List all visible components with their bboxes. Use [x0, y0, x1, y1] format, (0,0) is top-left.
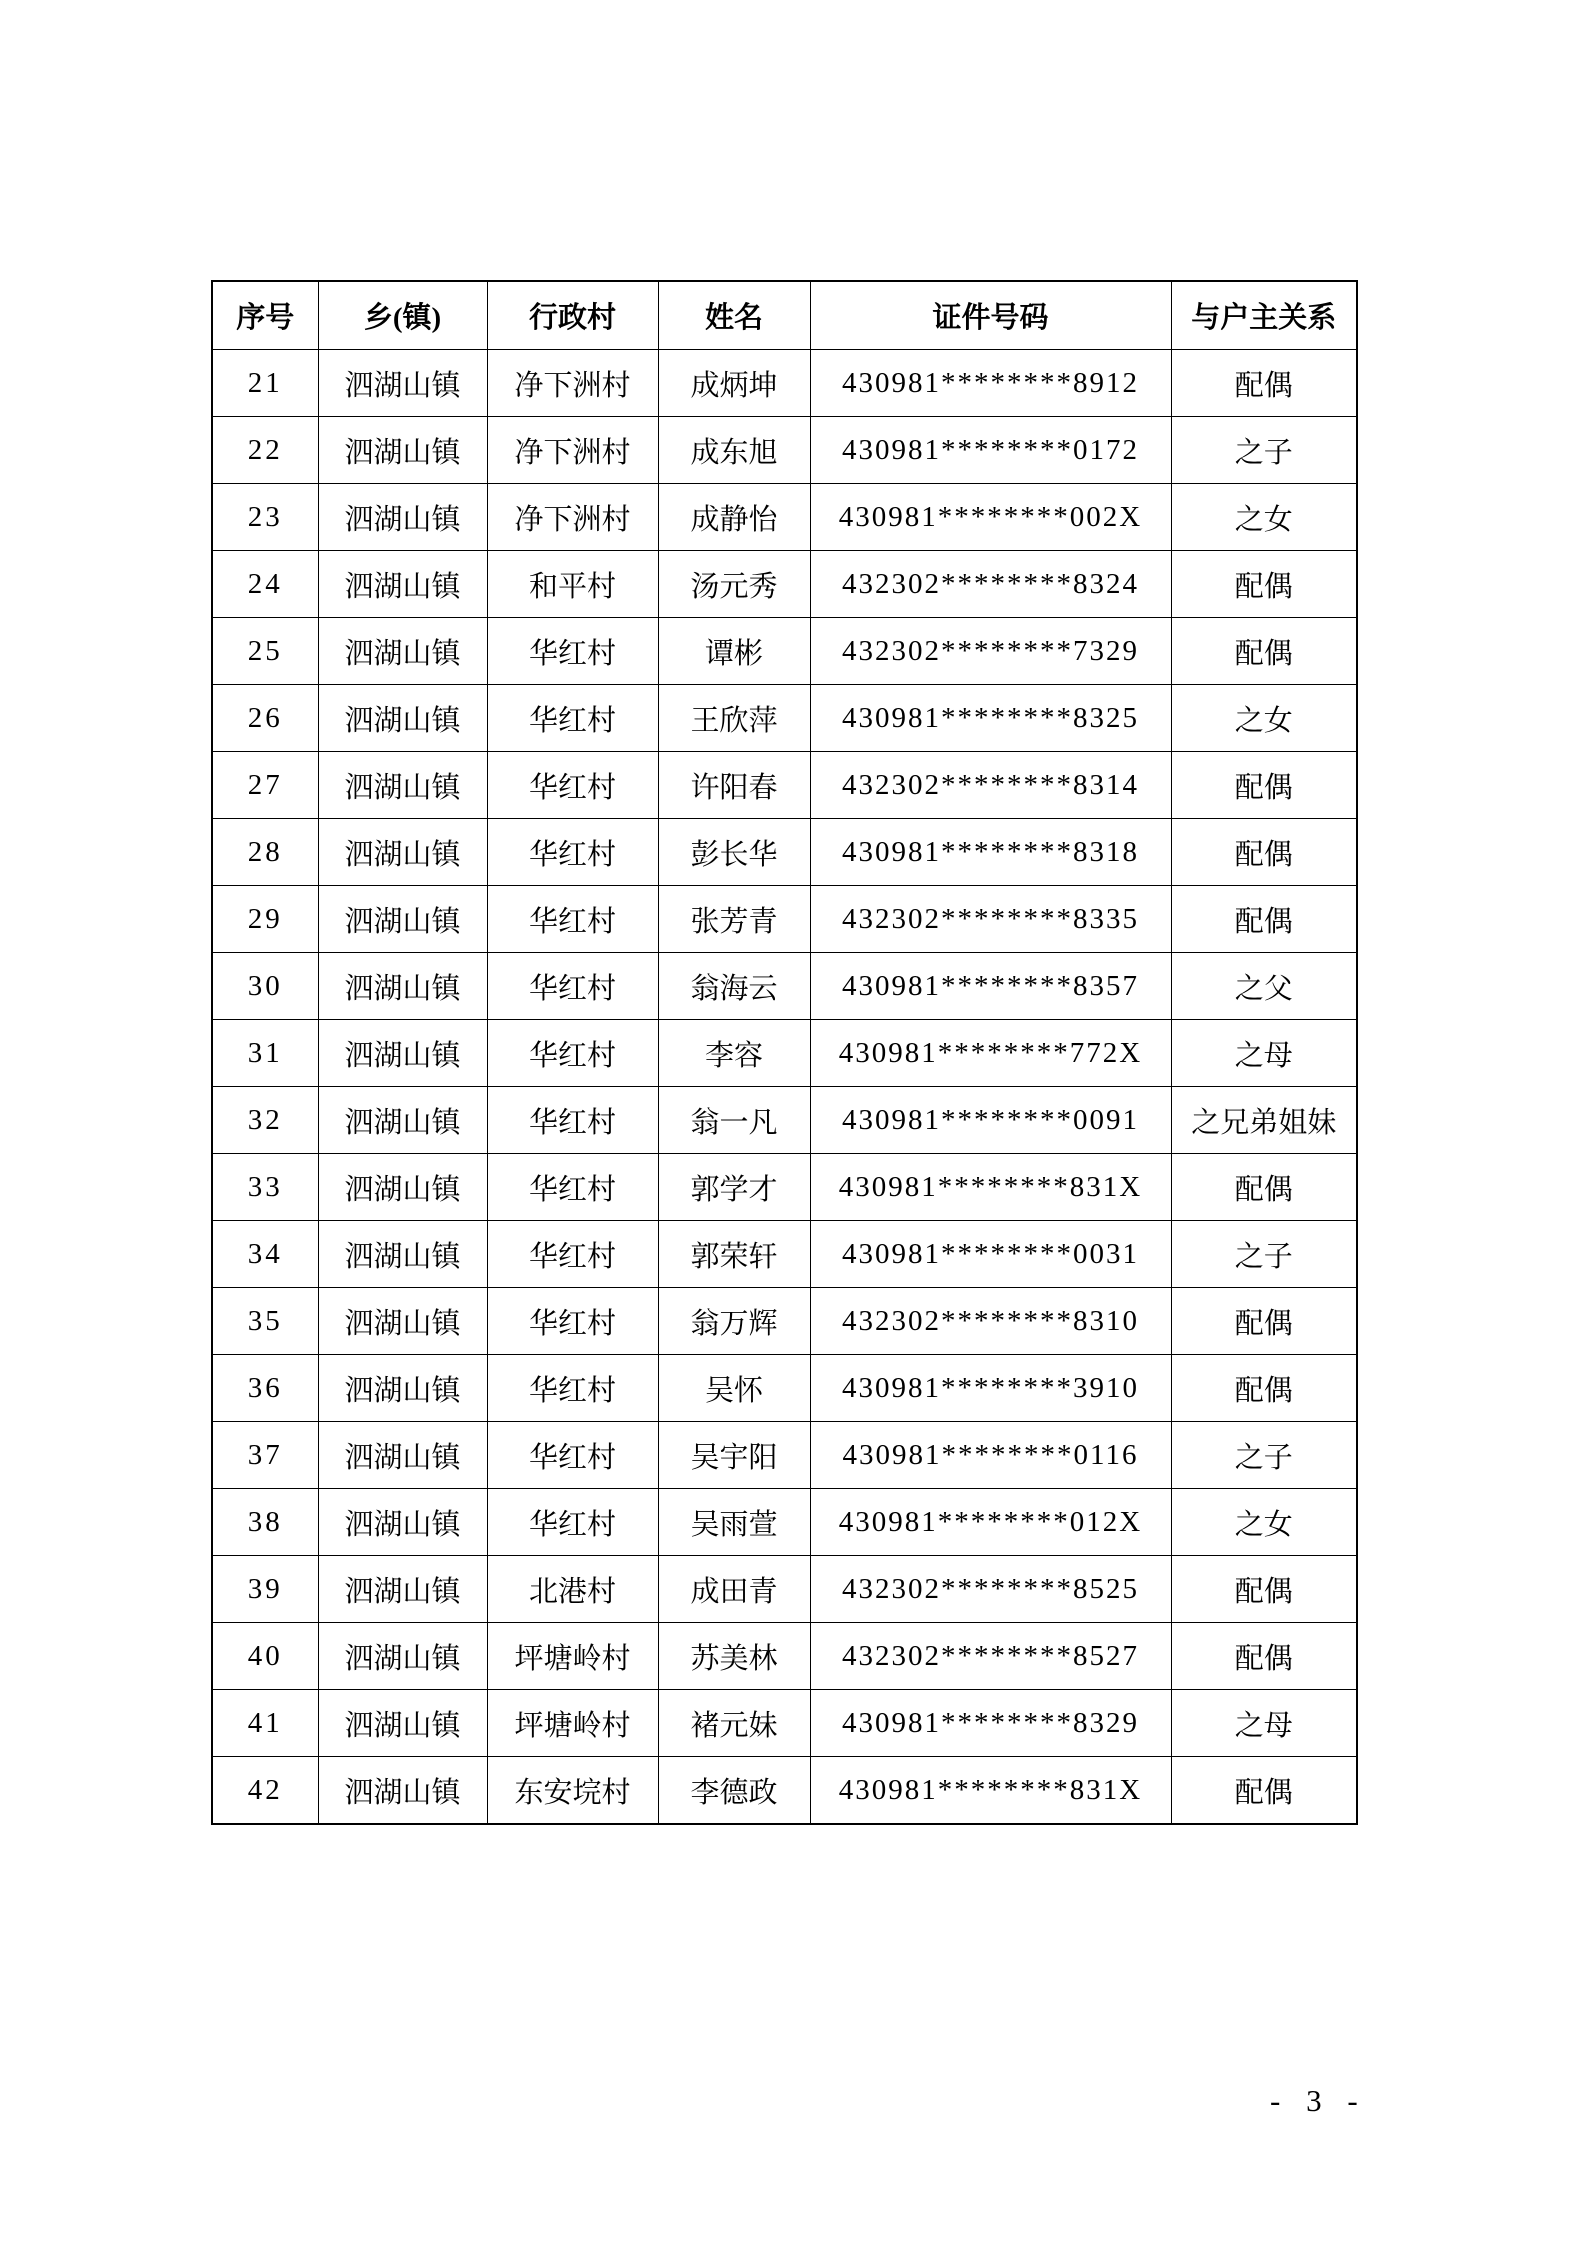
name-cell: 翁海云 — [658, 953, 810, 1020]
id-number-cell: 432302********8324 — [810, 551, 1171, 618]
name-cell: 彭长华 — [658, 819, 810, 886]
township-cell: 泗湖山镇 — [318, 1154, 487, 1221]
id-number-cell: 432302********8310 — [810, 1288, 1171, 1355]
id-number-cell: 430981********772X — [810, 1020, 1171, 1087]
township-cell: 泗湖山镇 — [318, 1623, 487, 1690]
table-row — [212, 685, 1357, 752]
relation-cell: 配偶 — [1171, 1288, 1357, 1355]
header-township: 乡(镇) — [318, 281, 487, 350]
name-cell: 翁万辉 — [658, 1288, 810, 1355]
name-cell: 吴宇阳 — [658, 1422, 810, 1489]
name-cell: 李容 — [658, 1020, 810, 1087]
name-cell: 郭荣轩 — [658, 1221, 810, 1288]
table-row — [212, 1623, 1357, 1690]
relation-cell: 之女 — [1171, 484, 1357, 551]
township-cell: 泗湖山镇 — [318, 752, 487, 819]
serial-number-cell: 23 — [212, 484, 318, 551]
name-cell: 苏美林 — [658, 1623, 810, 1690]
name-cell: 王欣萍 — [658, 685, 810, 752]
relation-cell: 之子 — [1171, 1221, 1357, 1288]
id-number-cell: 430981********8329 — [810, 1690, 1171, 1757]
serial-number-cell: 26 — [212, 685, 318, 752]
relation-cell: 配偶 — [1171, 819, 1357, 886]
header-row — [212, 281, 1357, 350]
table-row — [212, 1221, 1357, 1288]
table-row — [212, 350, 1357, 417]
village-cell: 净下洲村 — [487, 484, 658, 551]
table-row — [212, 1154, 1357, 1221]
relation-cell: 配偶 — [1171, 618, 1357, 685]
serial-number-cell: 30 — [212, 953, 318, 1020]
name-cell: 许阳春 — [658, 752, 810, 819]
serial-number-cell: 32 — [212, 1087, 318, 1154]
township-cell: 泗湖山镇 — [318, 1757, 487, 1825]
township-cell: 泗湖山镇 — [318, 618, 487, 685]
id-number-cell: 430981********8318 — [810, 819, 1171, 886]
serial-number-cell: 38 — [212, 1489, 318, 1556]
id-number-cell: 430981********0116 — [810, 1422, 1171, 1489]
serial-number-cell: 40 — [212, 1623, 318, 1690]
id-number-cell: 432302********8525 — [810, 1556, 1171, 1623]
name-cell: 汤元秀 — [658, 551, 810, 618]
id-number-cell: 432302********7329 — [810, 618, 1171, 685]
relation-cell: 之母 — [1171, 1020, 1357, 1087]
relation-cell: 之子 — [1171, 417, 1357, 484]
table-row — [212, 1489, 1357, 1556]
table-row — [212, 1087, 1357, 1154]
village-cell: 华红村 — [487, 1154, 658, 1221]
village-cell: 华红村 — [487, 618, 658, 685]
township-cell: 泗湖山镇 — [318, 819, 487, 886]
village-cell: 和平村 — [487, 551, 658, 618]
village-cell: 净下洲村 — [487, 350, 658, 417]
relation-cell: 配偶 — [1171, 350, 1357, 417]
relation-cell: 配偶 — [1171, 886, 1357, 953]
table-row — [212, 752, 1357, 819]
township-cell: 泗湖山镇 — [318, 1422, 487, 1489]
name-cell: 张芳青 — [658, 886, 810, 953]
name-cell: 吴雨萱 — [658, 1489, 810, 1556]
village-cell: 东安垸村 — [487, 1757, 658, 1825]
table-row — [212, 1556, 1357, 1623]
table-row — [212, 417, 1357, 484]
serial-number-cell: 33 — [212, 1154, 318, 1221]
id-number-cell: 432302********8335 — [810, 886, 1171, 953]
township-cell: 泗湖山镇 — [318, 484, 487, 551]
township-cell: 泗湖山镇 — [318, 417, 487, 484]
village-cell: 华红村 — [487, 1288, 658, 1355]
name-cell: 褚元妹 — [658, 1690, 810, 1757]
id-number-cell: 430981********012X — [810, 1489, 1171, 1556]
relation-cell: 配偶 — [1171, 752, 1357, 819]
township-cell: 泗湖山镇 — [318, 1288, 487, 1355]
table-row — [212, 1690, 1357, 1757]
serial-number-cell: 21 — [212, 350, 318, 417]
township-cell: 泗湖山镇 — [318, 685, 487, 752]
village-cell: 华红村 — [487, 752, 658, 819]
village-cell: 华红村 — [487, 953, 658, 1020]
township-cell: 泗湖山镇 — [318, 551, 487, 618]
village-cell: 华红村 — [487, 1422, 658, 1489]
page-number: - 3 - — [1270, 2083, 1367, 2118]
township-cell: 泗湖山镇 — [318, 350, 487, 417]
township-cell: 泗湖山镇 — [318, 1087, 487, 1154]
relation-cell: 之女 — [1171, 1489, 1357, 1556]
village-cell: 坪塘岭村 — [487, 1690, 658, 1757]
table-row — [212, 1757, 1357, 1825]
township-cell: 泗湖山镇 — [318, 886, 487, 953]
serial-number-cell: 28 — [212, 819, 318, 886]
header-name: 姓名 — [658, 281, 810, 350]
serial-number-cell: 31 — [212, 1020, 318, 1087]
table-row — [212, 886, 1357, 953]
table-row — [212, 819, 1357, 886]
serial-number-cell: 35 — [212, 1288, 318, 1355]
serial-number-cell: 34 — [212, 1221, 318, 1288]
name-cell: 郭学才 — [658, 1154, 810, 1221]
township-cell: 泗湖山镇 — [318, 953, 487, 1020]
table-row — [212, 1288, 1357, 1355]
table-row — [212, 1020, 1357, 1087]
village-cell: 华红村 — [487, 1020, 658, 1087]
relation-cell: 配偶 — [1171, 1154, 1357, 1221]
roster-table — [211, 280, 1358, 1825]
village-cell: 华红村 — [487, 1355, 658, 1422]
serial-number-cell: 36 — [212, 1355, 318, 1422]
serial-number-cell: 22 — [212, 417, 318, 484]
village-cell: 北港村 — [487, 1556, 658, 1623]
serial-number-cell: 29 — [212, 886, 318, 953]
village-cell: 华红村 — [487, 819, 658, 886]
relation-cell: 之母 — [1171, 1690, 1357, 1757]
table-row — [212, 551, 1357, 618]
village-cell: 华红村 — [487, 685, 658, 752]
id-number-cell: 430981********831X — [810, 1154, 1171, 1221]
village-cell: 坪塘岭村 — [487, 1623, 658, 1690]
id-number-cell: 432302********8314 — [810, 752, 1171, 819]
id-number-cell: 430981********8325 — [810, 685, 1171, 752]
id-number-cell: 430981********8912 — [810, 350, 1171, 417]
header-relation-to-head: 与户主关系 — [1171, 281, 1357, 350]
relation-cell: 配偶 — [1171, 1556, 1357, 1623]
table-row — [212, 953, 1357, 1020]
relation-cell: 配偶 — [1171, 1623, 1357, 1690]
name-cell: 谭彬 — [658, 618, 810, 685]
serial-number-cell: 24 — [212, 551, 318, 618]
serial-number-cell: 41 — [212, 1690, 318, 1757]
relation-cell: 配偶 — [1171, 1757, 1357, 1825]
id-number-cell: 430981********831X — [810, 1757, 1171, 1825]
header-id-number: 证件号码 — [810, 281, 1171, 350]
village-cell: 华红村 — [487, 1489, 658, 1556]
serial-number-cell: 39 — [212, 1556, 318, 1623]
relation-cell: 之女 — [1171, 685, 1357, 752]
header-serial-number: 序号 — [212, 281, 318, 350]
relation-cell: 之父 — [1171, 953, 1357, 1020]
id-number-cell: 432302********8527 — [810, 1623, 1171, 1690]
township-cell: 泗湖山镇 — [318, 1020, 487, 1087]
township-cell: 泗湖山镇 — [318, 1690, 487, 1757]
relation-cell: 之子 — [1171, 1422, 1357, 1489]
township-cell: 泗湖山镇 — [318, 1489, 487, 1556]
serial-number-cell: 42 — [212, 1757, 318, 1825]
serial-number-cell: 27 — [212, 752, 318, 819]
relation-cell: 配偶 — [1171, 551, 1357, 618]
id-number-cell: 430981********0031 — [810, 1221, 1171, 1288]
table-row — [212, 618, 1357, 685]
serial-number-cell: 37 — [212, 1422, 318, 1489]
name-cell: 翁一凡 — [658, 1087, 810, 1154]
table-row — [212, 1422, 1357, 1489]
roster-table-container — [211, 280, 1358, 1825]
id-number-cell: 430981********002X — [810, 484, 1171, 551]
village-cell: 华红村 — [487, 1087, 658, 1154]
relation-cell: 配偶 — [1171, 1355, 1357, 1422]
name-cell: 成静怡 — [658, 484, 810, 551]
id-number-cell: 430981********3910 — [810, 1355, 1171, 1422]
name-cell: 成田青 — [658, 1556, 810, 1623]
township-cell: 泗湖山镇 — [318, 1221, 487, 1288]
name-cell: 成炳坤 — [658, 350, 810, 417]
village-cell: 华红村 — [487, 1221, 658, 1288]
relation-cell: 之兄弟姐妹 — [1171, 1087, 1357, 1154]
name-cell: 李德政 — [658, 1757, 810, 1825]
table-body — [212, 350, 1357, 1825]
name-cell: 吴怀 — [658, 1355, 810, 1422]
township-cell: 泗湖山镇 — [318, 1355, 487, 1422]
table-header — [212, 281, 1357, 350]
id-number-cell: 430981********8357 — [810, 953, 1171, 1020]
name-cell: 成东旭 — [658, 417, 810, 484]
township-cell: 泗湖山镇 — [318, 1556, 487, 1623]
table-row — [212, 484, 1357, 551]
village-cell: 华红村 — [487, 886, 658, 953]
id-number-cell: 430981********0172 — [810, 417, 1171, 484]
header-village: 行政村 — [487, 281, 658, 350]
village-cell: 净下洲村 — [487, 417, 658, 484]
id-number-cell: 430981********0091 — [810, 1087, 1171, 1154]
serial-number-cell: 25 — [212, 618, 318, 685]
table-row — [212, 1355, 1357, 1422]
